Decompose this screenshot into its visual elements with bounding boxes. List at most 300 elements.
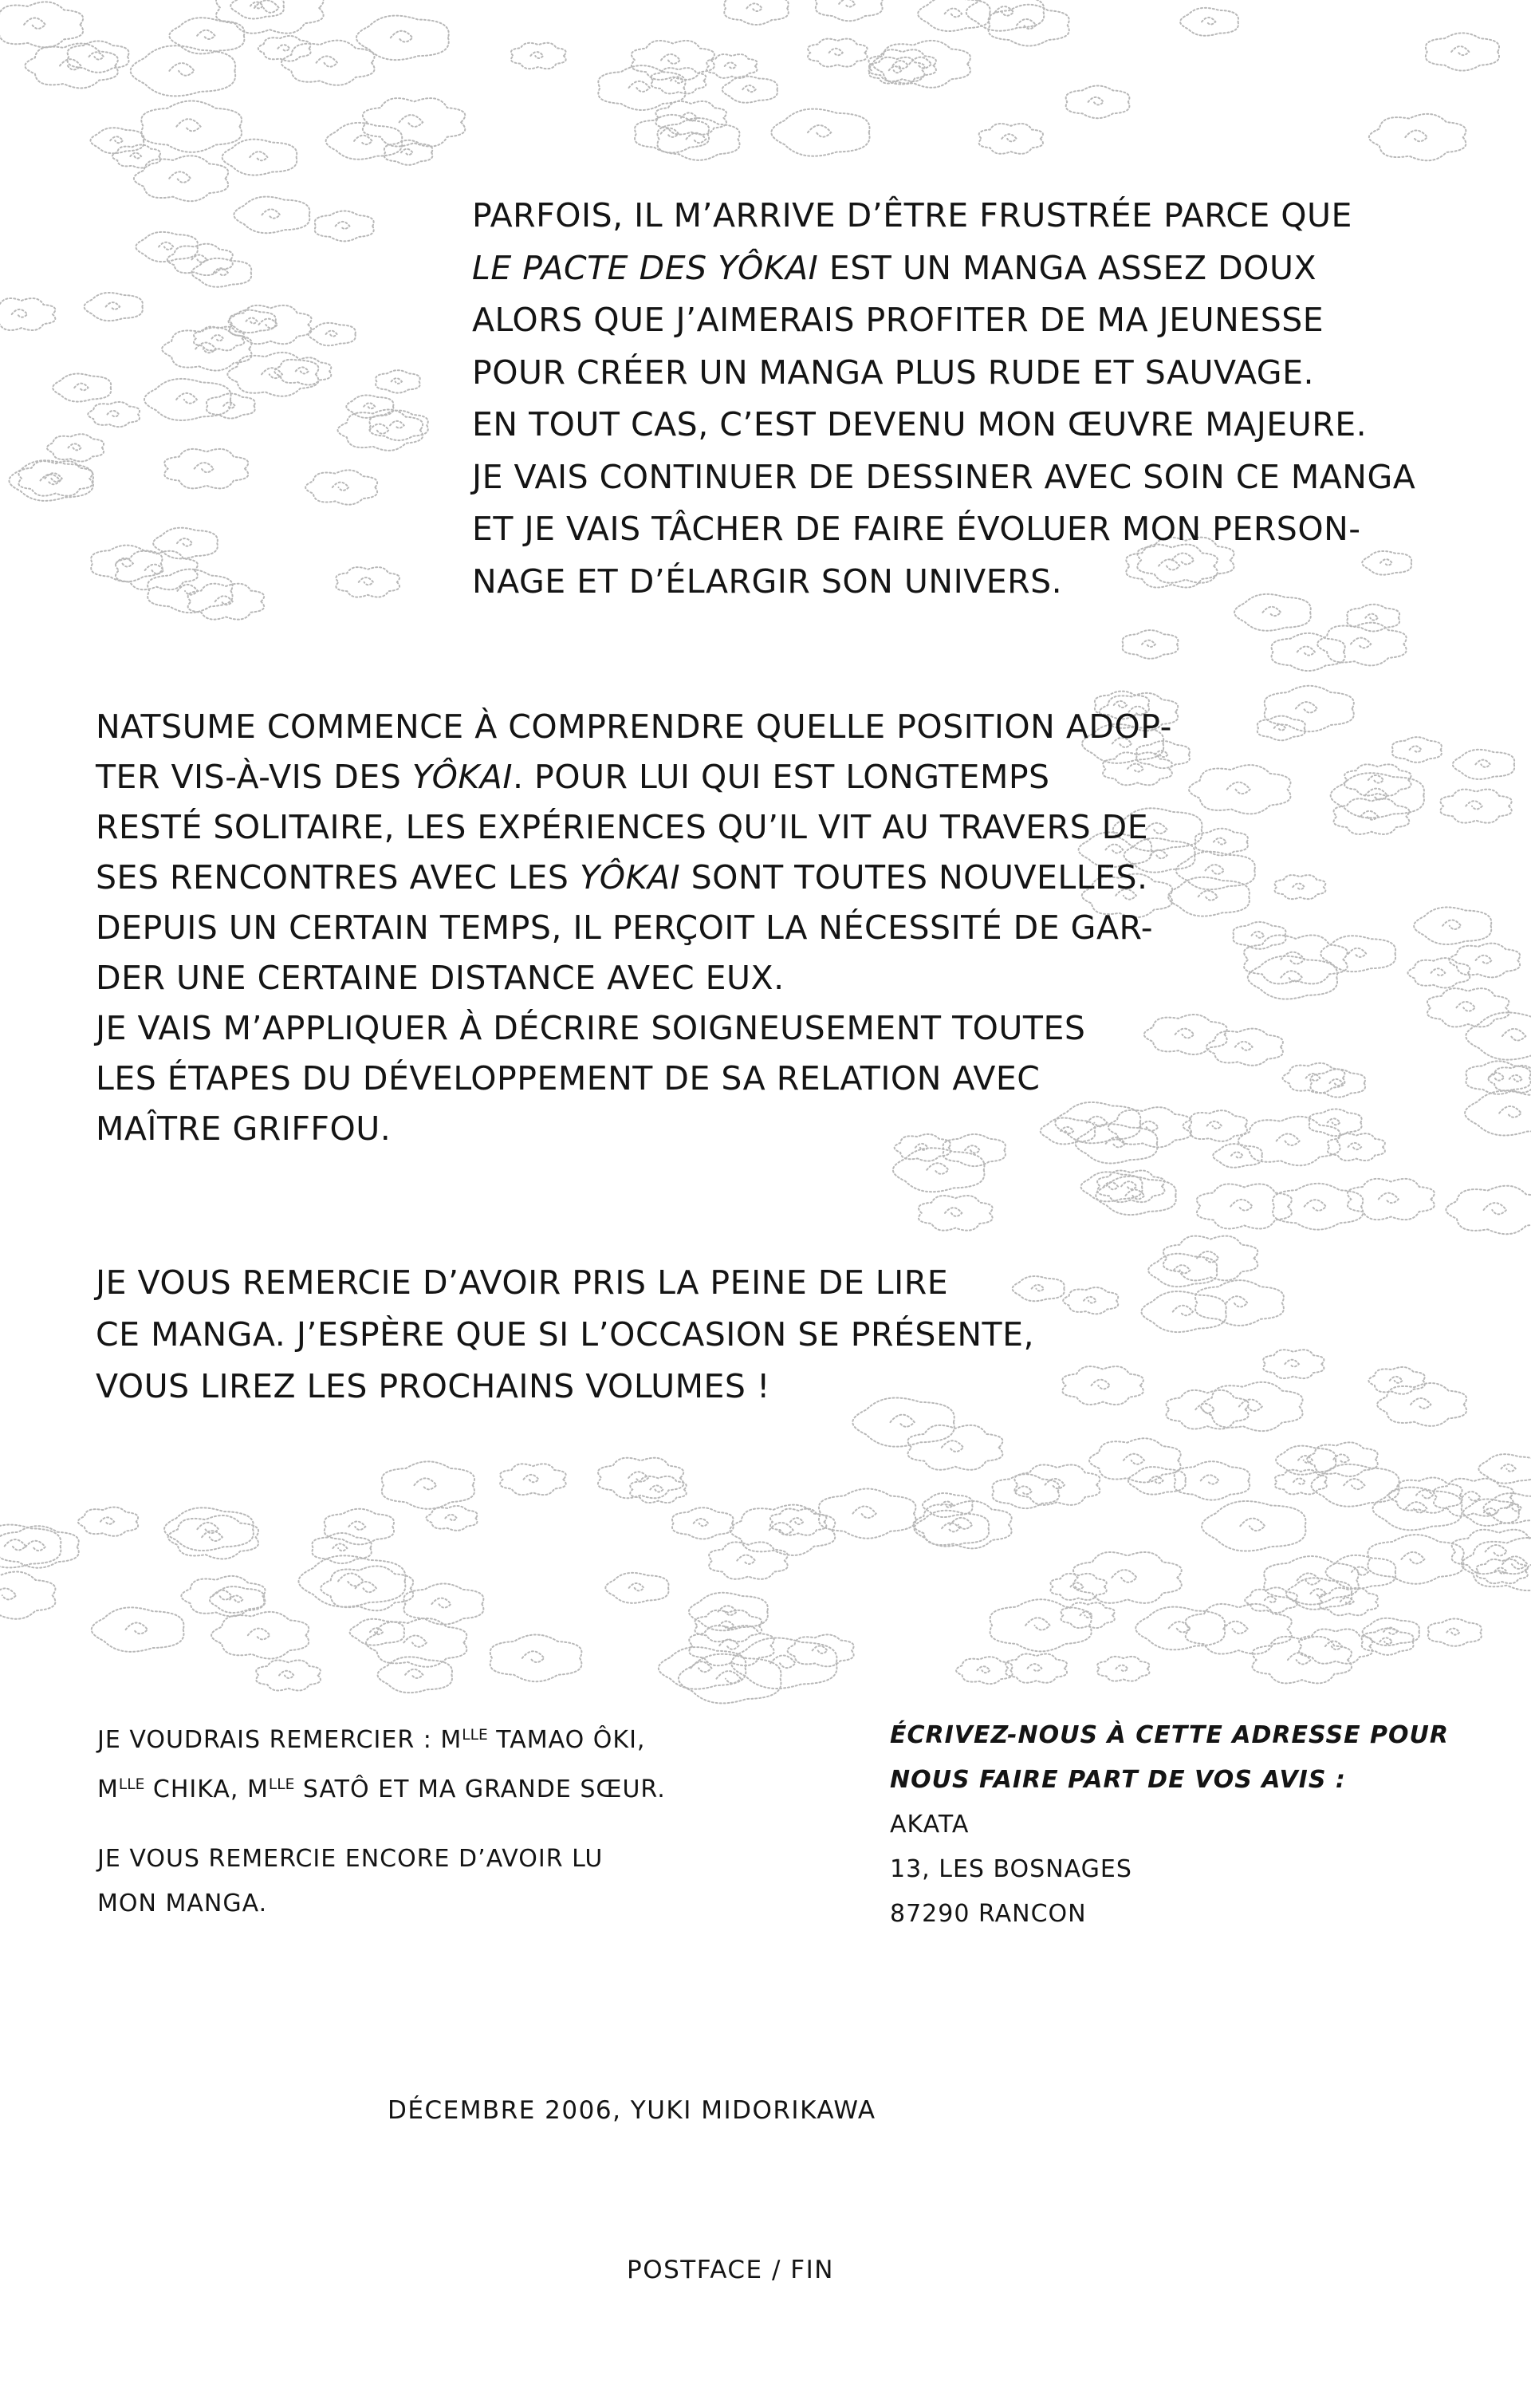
cloud-curl bbox=[1293, 884, 1305, 889]
cloud-swirl bbox=[724, 0, 788, 25]
cloud-curl bbox=[399, 115, 423, 127]
cloud-swirl bbox=[689, 1593, 768, 1631]
cloud-curl bbox=[1340, 1598, 1354, 1604]
cloud-swirl bbox=[918, 0, 990, 31]
cloud-curl bbox=[359, 577, 373, 585]
cloud-curl bbox=[950, 1518, 972, 1529]
cloud-swirl bbox=[0, 1525, 61, 1568]
cloud-swirl bbox=[162, 327, 252, 370]
cloud-swirl bbox=[1452, 1530, 1531, 1574]
cloud-curl bbox=[718, 1622, 734, 1630]
cloud-curl bbox=[1206, 865, 1225, 874]
cloud-swirl bbox=[1272, 633, 1345, 671]
cloud-swirl bbox=[141, 101, 242, 152]
publisher-address: ÉCRIVEZ-NOUS À CETTE ADRESSE POUR NOUS FAIRE PART DE VOS AVIS : AKATA 13, LES BOSNAGES 87290 RANCON bbox=[890, 1721, 1449, 1928]
cloud-curl bbox=[333, 483, 348, 491]
cloud-swirl bbox=[1202, 1501, 1305, 1551]
cloud-swirl bbox=[376, 370, 419, 392]
cloud-curl bbox=[1410, 746, 1422, 751]
cloud-curl bbox=[1084, 1297, 1096, 1303]
cloud-curl bbox=[1406, 1502, 1427, 1512]
cloud-curl bbox=[1507, 1504, 1522, 1511]
cloud-curl bbox=[392, 378, 402, 384]
cloud-swirl bbox=[312, 1533, 371, 1563]
cloud-swirl bbox=[730, 1505, 835, 1555]
cloud-swirl bbox=[207, 393, 255, 418]
cloud-swirl bbox=[989, 5, 1069, 46]
cloud-curl bbox=[431, 1598, 451, 1608]
cloud-swirl bbox=[1368, 1367, 1424, 1394]
cloud-swirl bbox=[144, 379, 231, 420]
cloud-curl bbox=[1240, 1519, 1265, 1531]
cloud-curl bbox=[126, 1623, 148, 1634]
cloud-swirl bbox=[1489, 1066, 1531, 1093]
cloud-curl bbox=[1169, 1622, 1191, 1632]
cloud-swirl bbox=[1328, 1133, 1385, 1161]
cloud-curl bbox=[1112, 1570, 1136, 1582]
cloud-swirl bbox=[403, 1584, 483, 1625]
cloud-curl bbox=[108, 411, 120, 416]
cloud-curl bbox=[852, 1507, 876, 1519]
cloud-curl bbox=[1333, 1454, 1349, 1462]
cloud-curl bbox=[169, 171, 191, 182]
cloud-swirl bbox=[148, 569, 232, 613]
cloud-swirl bbox=[426, 1506, 477, 1531]
cloud-curl bbox=[26, 1541, 45, 1551]
cloud-curl bbox=[1401, 1552, 1424, 1563]
cloud-curl bbox=[1277, 1133, 1300, 1145]
cloud-curl bbox=[977, 1666, 990, 1673]
cloud-curl bbox=[1239, 1399, 1262, 1410]
cloud-curl bbox=[909, 57, 931, 69]
cloud-swirl bbox=[1275, 875, 1326, 899]
cloud-swirl bbox=[92, 1607, 184, 1652]
cloud-swirl bbox=[1089, 1438, 1181, 1482]
cloud-curl bbox=[69, 443, 81, 450]
cloud-curl bbox=[405, 1669, 423, 1678]
cloud-swirl bbox=[1273, 1184, 1363, 1230]
cloud-curl bbox=[746, 3, 762, 11]
cloud-curl bbox=[333, 1543, 347, 1551]
cloud-swirl bbox=[1283, 1063, 1345, 1094]
cloud-swirl bbox=[382, 1461, 474, 1508]
cloud-curl bbox=[296, 367, 309, 373]
cloud-curl bbox=[1223, 1622, 1248, 1634]
cloud-swirl bbox=[53, 374, 111, 402]
cloud-swirl bbox=[1453, 750, 1514, 779]
cloud-swirl bbox=[229, 310, 276, 333]
cloud-curl bbox=[808, 125, 831, 137]
cloud-swirl bbox=[788, 1634, 854, 1666]
cloud-curl bbox=[414, 1478, 436, 1489]
cloud-swirl bbox=[679, 1654, 781, 1704]
cloud-curl bbox=[1274, 724, 1285, 730]
cloud-curl bbox=[839, 0, 855, 7]
cloud-swirl bbox=[893, 1148, 985, 1192]
cloud-swirl bbox=[1428, 1618, 1482, 1645]
cloud-curl bbox=[60, 59, 81, 69]
cloud-swirl bbox=[1466, 1061, 1530, 1094]
cloud-curl bbox=[391, 31, 412, 42]
cloud-curl bbox=[1198, 891, 1218, 901]
cloud-swirl bbox=[605, 1573, 668, 1603]
cloud-swirl bbox=[366, 1618, 466, 1667]
cloud-curl bbox=[1352, 1567, 1368, 1574]
cloud-curl bbox=[1360, 811, 1378, 820]
cloud-swirl bbox=[1368, 1535, 1463, 1584]
cloud-swirl bbox=[598, 1458, 683, 1499]
cloud-curl bbox=[1325, 1641, 1342, 1650]
cloud-curl bbox=[213, 1590, 232, 1600]
cloud-curl bbox=[1230, 1200, 1252, 1211]
cloud-swirl bbox=[819, 1489, 916, 1539]
cloud-swirl bbox=[346, 395, 393, 417]
cloud-curl bbox=[1462, 1492, 1481, 1500]
cloud-swirl bbox=[1408, 958, 1470, 987]
cloud-curl bbox=[1088, 97, 1104, 105]
cloud-curl bbox=[1310, 1589, 1326, 1597]
cloud-swirl bbox=[350, 1619, 404, 1645]
cloud-curl bbox=[41, 475, 61, 485]
paragraph-thanks-reader: JE VOUS REMERCIE D’AVOIR PRIS LA PEINE DE LIRE CE MANGA. J’ESPÈRE QUE SI L’OCCASION SE PRÉSENTE, VOUS LIREZ LES PROCHAINS VOLUMES ! bbox=[96, 1263, 1035, 1405]
cloud-curl bbox=[1456, 1002, 1475, 1011]
cloud-curl bbox=[106, 302, 120, 309]
cloud-curl bbox=[246, 317, 258, 323]
cloud-curl bbox=[1501, 1464, 1516, 1472]
cloud-swirl bbox=[655, 101, 726, 135]
cloud-swirl bbox=[1344, 764, 1411, 795]
cloud-curl bbox=[1489, 1073, 1504, 1081]
cloud-curl bbox=[176, 119, 200, 131]
cloud-swirl bbox=[1163, 1236, 1257, 1281]
cloud-curl bbox=[248, 1629, 270, 1640]
cloud-curl bbox=[1502, 1556, 1527, 1569]
cloud-curl bbox=[89, 52, 104, 59]
cloud-curl bbox=[1411, 1398, 1431, 1409]
cloud-swirl bbox=[164, 449, 248, 488]
cloud-swirl bbox=[1392, 737, 1442, 763]
cloud-swirl bbox=[0, 298, 55, 330]
cloud-swirl bbox=[78, 1507, 138, 1536]
cloud-swirl bbox=[1414, 907, 1491, 944]
cloud-swirl bbox=[1463, 1499, 1519, 1526]
cloud-curl bbox=[1174, 1265, 1190, 1273]
cloud-swirl bbox=[873, 41, 970, 88]
cloud-swirl bbox=[672, 1507, 734, 1539]
cloud-swirl bbox=[1363, 1618, 1419, 1645]
cloud-swirl bbox=[1097, 1657, 1149, 1681]
cloud-curl bbox=[197, 30, 214, 39]
cloud-curl bbox=[354, 136, 372, 144]
cloud-curl bbox=[369, 424, 388, 434]
cloud-curl bbox=[1379, 1193, 1399, 1204]
cloud-swirl bbox=[1449, 944, 1520, 978]
cloud-curl bbox=[629, 1583, 644, 1590]
cloud-curl bbox=[100, 1517, 114, 1524]
cloud-swirl bbox=[1135, 1607, 1225, 1650]
cloud-curl bbox=[403, 1635, 427, 1646]
cloud-swirl bbox=[1440, 790, 1511, 823]
cloud-swirl bbox=[85, 293, 143, 321]
cloud-curl bbox=[1305, 1200, 1326, 1211]
cloud-curl bbox=[215, 596, 233, 605]
cloud-curl bbox=[995, 6, 1013, 16]
cloud-curl bbox=[718, 1606, 738, 1615]
cloud-swirl bbox=[1141, 1291, 1226, 1332]
cloud-swirl bbox=[915, 1511, 990, 1547]
cloud-swirl bbox=[1462, 1538, 1531, 1590]
cloud-swirl bbox=[657, 118, 739, 160]
cloud-curl bbox=[1466, 801, 1482, 809]
cloud-curl bbox=[522, 1651, 545, 1662]
cloud-swirl bbox=[211, 1612, 309, 1659]
cloud-swirl bbox=[1061, 1602, 1115, 1628]
cloud-swirl bbox=[956, 1657, 1012, 1684]
cloud-swirl bbox=[1006, 1654, 1067, 1683]
cloud-curl bbox=[1080, 1611, 1092, 1618]
cloud-curl bbox=[197, 1523, 218, 1533]
cloud-curl bbox=[356, 1582, 376, 1592]
cloud-swirl bbox=[1427, 988, 1509, 1027]
cloud-curl bbox=[1025, 1618, 1050, 1630]
cloud-curl bbox=[1484, 1508, 1498, 1515]
cloud-curl bbox=[1214, 838, 1226, 845]
cloud-curl bbox=[1197, 1251, 1218, 1263]
cloud-curl bbox=[1235, 1042, 1253, 1050]
cloud-curl bbox=[1201, 1475, 1219, 1484]
cloud-swirl bbox=[1362, 1629, 1414, 1655]
cloud-curl bbox=[370, 1628, 383, 1634]
cloud-curl bbox=[1297, 647, 1315, 656]
cloud-swirl bbox=[1201, 1382, 1302, 1431]
cloud-swirl bbox=[771, 109, 869, 156]
cloud-curl bbox=[254, 0, 279, 12]
cloud-curl bbox=[1207, 1121, 1222, 1129]
cloud-swirl bbox=[1446, 1186, 1531, 1235]
cloud-curl bbox=[1365, 614, 1378, 621]
cloud-swirl bbox=[1311, 1464, 1399, 1507]
cloud-curl bbox=[927, 1163, 948, 1174]
cloud-swirl bbox=[112, 144, 160, 167]
cloud-curl bbox=[737, 1555, 755, 1564]
cloud-swirl bbox=[356, 16, 449, 61]
cloud-curl bbox=[813, 1645, 828, 1653]
cloud-curl bbox=[1486, 1545, 1507, 1556]
cloud-swirl bbox=[808, 39, 867, 67]
cloud-swirl bbox=[1263, 1350, 1324, 1378]
cloud-swirl bbox=[116, 551, 198, 589]
cloud-swirl bbox=[1320, 1588, 1378, 1616]
cloud-curl bbox=[401, 149, 413, 155]
cloud-curl bbox=[524, 1475, 539, 1482]
cloud-swirl bbox=[1466, 1012, 1531, 1059]
cloud-curl bbox=[177, 538, 192, 546]
cloud-curl bbox=[223, 402, 235, 408]
cloud-curl bbox=[1502, 1029, 1525, 1041]
cloud-curl bbox=[24, 18, 45, 29]
cloud-curl bbox=[1002, 134, 1016, 141]
cloud-swirl bbox=[695, 1610, 762, 1641]
cloud-swirl bbox=[1128, 1467, 1186, 1495]
cloud-curl bbox=[889, 66, 902, 73]
cloud-curl bbox=[1306, 1074, 1320, 1081]
cloud-curl bbox=[1262, 607, 1281, 616]
cloud-swirl bbox=[635, 115, 709, 153]
cloud-curl bbox=[1446, 1629, 1459, 1635]
cloud-curl bbox=[1451, 46, 1469, 55]
cloud-swirl bbox=[511, 43, 566, 69]
paragraph-natsume: NATSUME COMMENCE À COMPRENDRE QUELLE POSITION ADOP- TER VIS-À-VIS DES YÔKAI. POUR LUI QUI EST LONGTEMPS RESTÉ SOLITAIRE, LES EXPÉRIENCES QU’IL VIT AU TRAVERS DE SES RENCONTRES AVEC LES YÔKAI SONT TOUTES NOUVELLES. DEPUIS UN CERTAIN TEMPS, IL PERÇOIT LA NÉCESSITÉ DE GAR- DER UNE CERTAINE DISTANCE AVEC EUX. JE VAIS M’APPLIQUER À DÉCRIRE SOIGNEUSEMENT TOUTES LES ÉTAPES DU DÉVELOPPEMENT DE SA RELATION AVEC MAÎTRE GRIFFOU. bbox=[96, 707, 1172, 1148]
cloud-curl bbox=[45, 473, 61, 482]
cloud-curl bbox=[1150, 1476, 1163, 1484]
cloud-swirl bbox=[1175, 1461, 1250, 1500]
cloud-swirl bbox=[1050, 1574, 1106, 1600]
cloud-swirl bbox=[299, 1555, 406, 1606]
cloud-swirl bbox=[706, 54, 757, 78]
cloud-swirl bbox=[378, 1657, 452, 1693]
cloud-curl bbox=[1045, 1479, 1065, 1488]
cloud-swirl bbox=[1245, 1587, 1297, 1613]
cloud-swirl bbox=[256, 1660, 321, 1690]
cloud-swirl bbox=[1148, 1254, 1217, 1287]
cloud-swirl bbox=[1477, 1559, 1528, 1583]
cloud-swirl bbox=[651, 68, 706, 93]
cloud-curl bbox=[110, 136, 123, 143]
cloud-swirl bbox=[1369, 114, 1466, 160]
cloud-curl bbox=[195, 463, 214, 472]
cloud-curl bbox=[1379, 1638, 1392, 1644]
cloud-swirl bbox=[1377, 1383, 1466, 1426]
acknowledgements-closing: JE VOUS REMERCIE ENCORE D’AVOIR LU MON MANGA. bbox=[97, 1845, 604, 1917]
cloud-curl bbox=[195, 343, 216, 353]
cloud-curl bbox=[1476, 956, 1492, 964]
cloud-curl bbox=[1104, 1182, 1118, 1189]
cloud-curl bbox=[1252, 932, 1265, 938]
cloud-swirl bbox=[1123, 630, 1179, 659]
cloud-curl bbox=[1509, 1075, 1522, 1082]
cloud-curl bbox=[230, 1595, 242, 1602]
cloud-curl bbox=[116, 558, 132, 567]
author-signature: DÉCEMBRE 2006, YUKI MIDORIKAWA bbox=[388, 2096, 876, 2125]
cloud-swirl bbox=[1299, 1629, 1372, 1663]
cloud-curl bbox=[790, 1518, 803, 1524]
cloud-swirl bbox=[363, 98, 465, 146]
cloud-swirl bbox=[230, 0, 284, 18]
cloud-swirl bbox=[1206, 1029, 1283, 1066]
cloud-curl bbox=[694, 1519, 708, 1526]
cloud-curl bbox=[1390, 1377, 1403, 1383]
paragraph-frustration: PARFOIS, IL M’ARRIVE D’ÊTRE FRUSTRÉE PARCE QUE LE PACTE DES YÔKAI EST UN MANGA ASSEZ DOUX ALORS QUE J’AIMERAIS PROFITER DE MA JEUNESSE POUR CRÉER UN MANGA PLUS RUDE ET SAUVAGE. EN TOUT CAS, C’EST DEVENU MON ŒUVRE MAJEURE. JE VAIS CONTINUER DE DESSINER AVEC SOIN CE MANGA ET JE VAIS TÂCHER DE FAIRE ÉVOLUER MON PERSON- NAGE ET D’ÉLARGIR SON UNIVERS. bbox=[472, 196, 1416, 601]
cloud-swirl bbox=[1310, 1069, 1365, 1097]
cloud-swirl bbox=[919, 1196, 993, 1231]
cloud-curl bbox=[1475, 760, 1490, 767]
cloud-swirl bbox=[1307, 1442, 1378, 1476]
cloud-curl bbox=[1028, 1664, 1042, 1671]
cloud-swirl bbox=[1257, 716, 1305, 741]
cloud-curl bbox=[1351, 638, 1371, 648]
cloud-curl bbox=[1017, 19, 1036, 29]
cloud-swirl bbox=[868, 49, 935, 81]
cloud-curl bbox=[1281, 971, 1302, 981]
cloud-swirl bbox=[47, 434, 104, 461]
cloud-swirl bbox=[169, 18, 244, 53]
cloud-curl bbox=[681, 112, 697, 120]
cloud-curl bbox=[530, 52, 543, 58]
cloud-swirl bbox=[274, 357, 331, 384]
cloud-curl bbox=[250, 152, 267, 160]
cloud-swirl bbox=[1167, 1390, 1249, 1429]
cloud-curl bbox=[1285, 1360, 1299, 1367]
cloud-swirl bbox=[227, 353, 318, 396]
cloud-curl bbox=[202, 1531, 222, 1541]
cloud-curl bbox=[0, 1588, 16, 1599]
cloud-curl bbox=[348, 1522, 365, 1530]
cloud-curl bbox=[390, 421, 404, 428]
cloud-swirl bbox=[1317, 623, 1407, 666]
cloud-swirl bbox=[0, 1572, 55, 1619]
cloud-curl bbox=[1288, 1653, 1311, 1664]
cloud-swirl bbox=[230, 305, 312, 344]
cloud-curl bbox=[1416, 1490, 1433, 1498]
cloud-swirl bbox=[722, 77, 777, 103]
cloud-curl bbox=[214, 268, 228, 275]
cloud-curl bbox=[159, 242, 173, 250]
cloud-swirl bbox=[979, 124, 1043, 154]
cloud-swirl bbox=[194, 327, 244, 351]
cloud-swirl bbox=[770, 1509, 826, 1535]
cloud-curl bbox=[687, 133, 706, 143]
cloud-swirl bbox=[18, 461, 92, 496]
cloud-curl bbox=[250, 2, 263, 9]
cloud-swirl bbox=[1189, 765, 1290, 814]
cloud-swirl bbox=[1244, 935, 1348, 983]
cloud-curl bbox=[1499, 1106, 1521, 1117]
cloud-swirl bbox=[1014, 1464, 1100, 1504]
cloud-swirl bbox=[1248, 956, 1337, 999]
cloud-curl bbox=[212, 335, 224, 341]
cloud-swirl bbox=[966, 0, 1045, 31]
cloud-swirl bbox=[913, 1501, 1012, 1548]
cloud-swirl bbox=[1309, 1109, 1362, 1136]
cloud-swirl bbox=[1233, 922, 1285, 949]
cloud-swirl bbox=[0, 2, 83, 47]
cloud-swirl bbox=[816, 0, 883, 21]
cloud-swirl bbox=[305, 470, 377, 504]
cloud-curl bbox=[1071, 1582, 1084, 1589]
cloud-curl bbox=[1226, 1296, 1248, 1306]
cloud-swirl bbox=[191, 258, 251, 287]
cloud-curl bbox=[1173, 1306, 1193, 1316]
cloud-curl bbox=[1365, 789, 1387, 800]
cloud-swirl bbox=[1176, 852, 1255, 890]
cloud-curl bbox=[1281, 952, 1305, 964]
cloud-curl bbox=[1298, 1456, 1313, 1463]
end-mark: POSTFACE / FIN bbox=[627, 2256, 834, 2284]
cloud-curl bbox=[317, 56, 337, 66]
cloud-curl bbox=[829, 49, 843, 56]
cloud-swirl bbox=[659, 1647, 746, 1689]
cloud-curl bbox=[1231, 1152, 1243, 1157]
cloud-swirl bbox=[188, 584, 264, 620]
cloud-curl bbox=[1484, 1203, 1507, 1214]
cloud-curl bbox=[1296, 702, 1317, 712]
cloud-swirl bbox=[1334, 798, 1410, 834]
cloud-curl bbox=[258, 319, 277, 329]
cloud-swirl bbox=[1073, 1552, 1182, 1603]
cloud-curl bbox=[1348, 1143, 1362, 1149]
cloud-swirl bbox=[216, 0, 324, 33]
cloud-curl bbox=[191, 255, 207, 262]
